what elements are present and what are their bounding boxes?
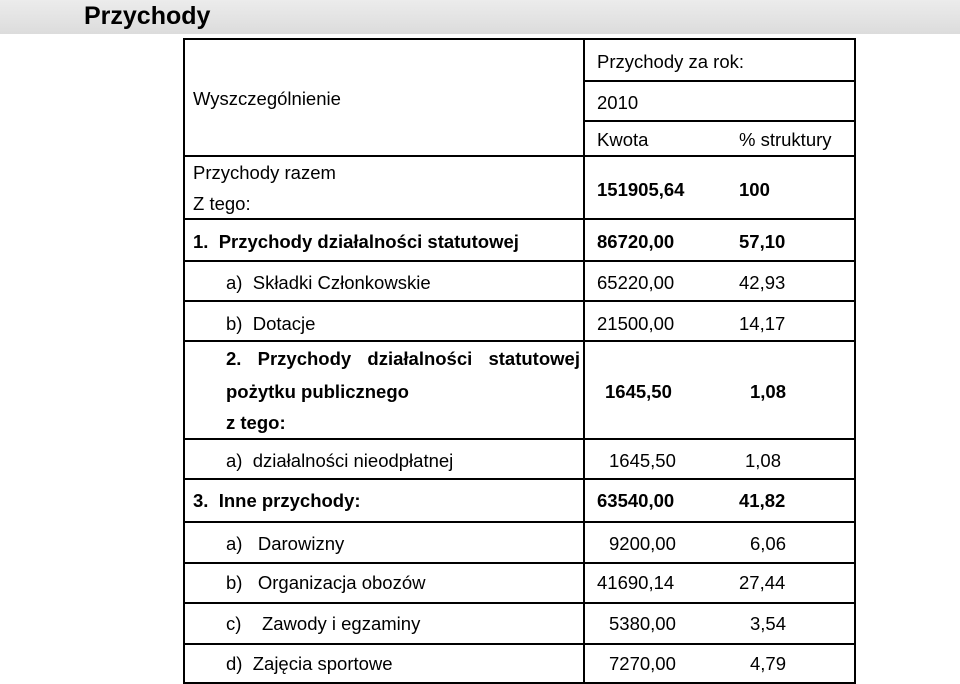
row-share: 14,17: [739, 313, 786, 334]
row-divider: [183, 521, 856, 523]
row-amount: 65220,00: [597, 272, 675, 293]
label-word: 2.: [226, 348, 242, 369]
row-divider: [183, 562, 856, 564]
row-divider: [183, 260, 856, 262]
row-divider: [183, 602, 856, 604]
row-amount: 1645,50: [609, 450, 676, 471]
label-word: Przychody: [257, 348, 352, 369]
row-divider: [183, 155, 856, 157]
row-share: 57,10: [739, 231, 786, 252]
row-label-line2: pożytku publicznego: [226, 381, 409, 402]
row-divider: [183, 643, 856, 645]
row-amount: 7270,00: [609, 653, 676, 674]
row-divider: [183, 218, 856, 220]
label-word: statutowej: [488, 348, 580, 369]
row-label-line3: z tego:: [226, 412, 286, 433]
row-share: 27,44: [739, 572, 786, 593]
row-share: 1,08: [750, 381, 787, 402]
table-border-top: [183, 38, 856, 40]
row-label: d) Zajęcia sportowe: [226, 653, 393, 674]
total-share: 100: [739, 179, 770, 200]
row-label: a) Składki Członkowskie: [226, 272, 431, 293]
amount-header: Kwota: [597, 129, 649, 150]
row-label: a) Darowizny: [226, 533, 345, 554]
row-share: 41,82: [739, 490, 786, 511]
header-divider-2: [583, 120, 856, 122]
row-label: 3. Inne przychody:: [193, 490, 361, 511]
table-border-right: [854, 38, 856, 684]
year-header: 2010: [597, 92, 639, 113]
total-label: Przychody razem: [193, 162, 336, 183]
row-share: 1,08: [745, 450, 782, 471]
row-divider: [183, 438, 856, 440]
column-header-label: Wyszczególnienie: [193, 88, 341, 109]
row-share: 3,54: [750, 613, 787, 634]
row-divider: [183, 478, 856, 480]
row-amount: 63540,00: [597, 490, 675, 511]
row-divider: [183, 300, 856, 302]
total-subtitle: Z tego:: [193, 193, 251, 214]
row-share: 42,93: [739, 272, 786, 293]
row-label: b) Organizacja obozów: [226, 572, 426, 593]
column-divider: [583, 38, 585, 684]
row-divider: [183, 340, 856, 342]
label-word: działalności: [367, 348, 473, 369]
share-header: % struktury: [739, 129, 832, 150]
header-divider-1: [583, 80, 856, 82]
row-label: 1. Przychody działalności statutowej: [193, 231, 519, 252]
row-amount: 21500,00: [597, 313, 675, 334]
total-amount: 151905,64: [597, 179, 685, 200]
row-label: c) Zawody i egzaminy: [226, 613, 421, 634]
row-amount: 41690,14: [597, 572, 675, 593]
page-title: Przychody: [84, 2, 211, 30]
table-border-left: [183, 38, 185, 684]
row-share: 4,79: [750, 653, 787, 674]
row-label-justified: [226, 350, 580, 369]
row-amount: 9200,00: [609, 533, 676, 554]
row-amount: 86720,00: [597, 231, 675, 252]
row-amount: 1645,50: [605, 381, 672, 402]
row-share: 6,06: [750, 533, 787, 554]
row-amount: 5380,00: [609, 613, 676, 634]
row-label: a) działalności nieodpłatnej: [226, 450, 454, 471]
column-group-header: Przychody za rok:: [597, 51, 745, 72]
row-label: b) Dotacje: [226, 313, 316, 334]
